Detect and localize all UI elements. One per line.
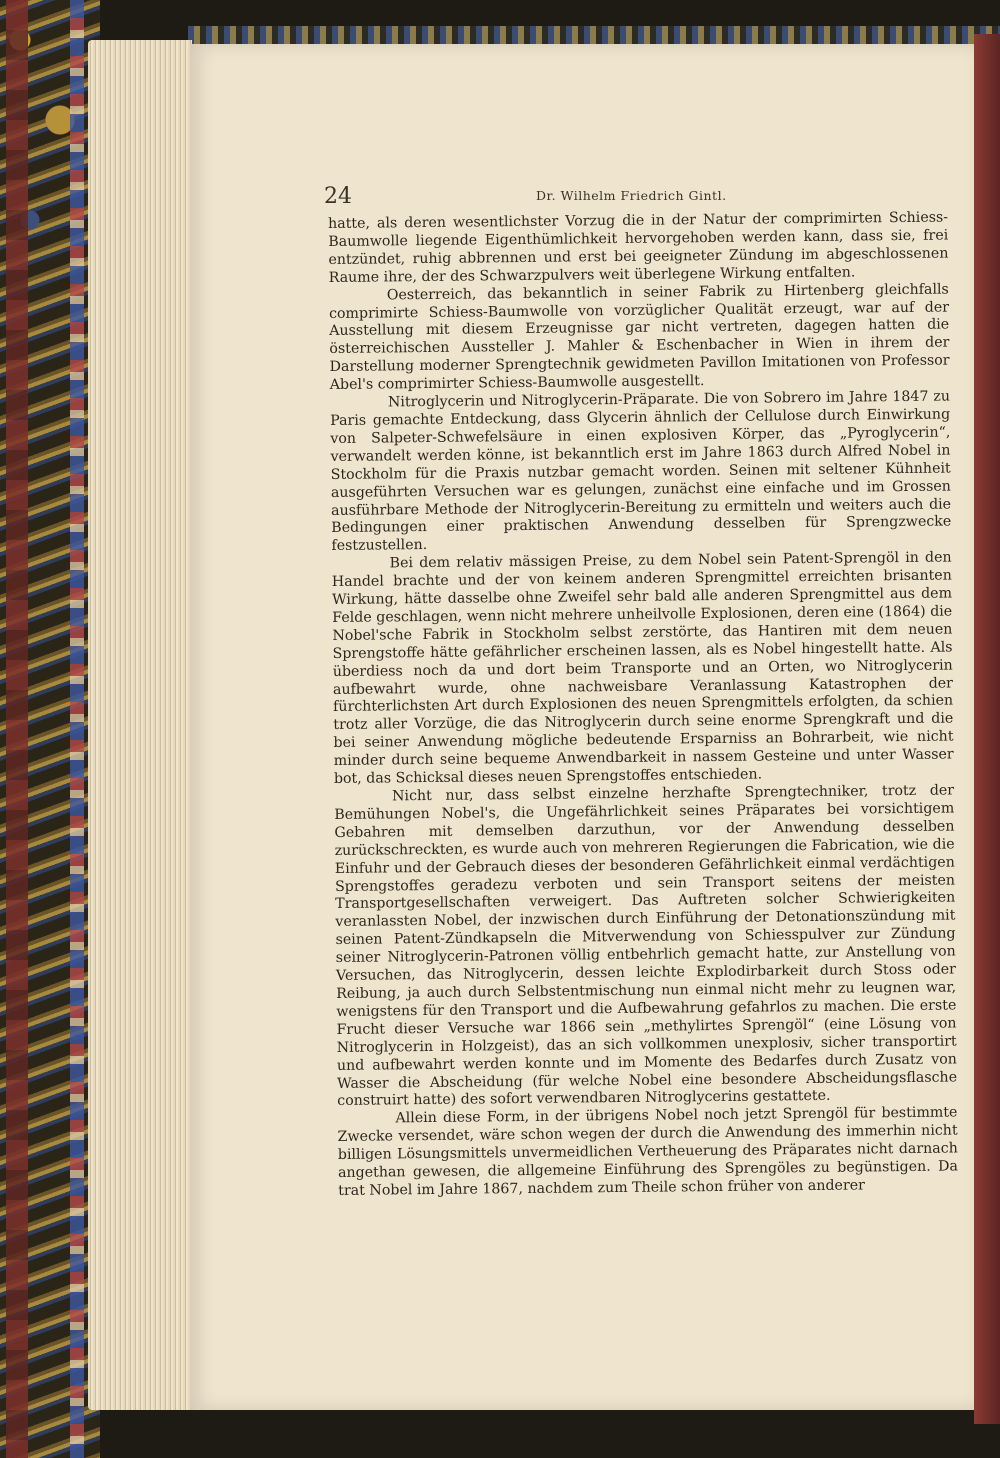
paragraph: Oesterreich, das bekanntlich in seiner Fabrik zu Hirtenberg gleichfalls comprimirte Schiess-Baumwolle von vorzüglicher Qualität erzeugt, war auf der Ausstellung mit diesem Erzeugnisse gar nicht vertreten, dagegen hatten die österreichischen Aussteller J. Mahler & Eschenbacher in Wien in ihrem der Darstellung moderner Sprengtechnik gewidmeten Pavillon Imitationen von Professor Abel's comprimirter Schiess-Baumwolle ausgestellt. <box>328 281 950 394</box>
paragraph: hatte, als deren wesentlichster Vorzug die in der Natur der comprimirten Schiess-Baumwolle liegende Eigenthümlichkeit hervorgehoben werden kann, dass sie, frei entzündet, ruhig abbrennen und erst bei geeigneter Zündung im abgeschlossenen Raume ihre, der des Schwarzpulvers weit überlegene Wirkung entfalten. <box>328 209 949 286</box>
book-top-edge <box>188 26 1000 44</box>
marbled-endpaper-edge <box>70 0 84 1458</box>
paragraph: Nitroglycerin und Nitroglycerin-Präparate. Die von Sobrero im Jahre 1847 zu Paris gemachte Entdeckung, dass Glycerin ähnlich der Cellulose durch Einwirkung von Salpeter-Schwefelsäure in einen explosiven Körper, das „Pyroglycerin“, verwandelt werden könne, ist bekanntlich erst im Jahre 1863 durch Alfred Nobel in Stockholm für die Praxis nutzbar gemacht worden. Seinen mit seltener Kühnheit ausgeführten Versuchen war es gelungen, zunächst eine einfache und im Grossen ausführbare Methode der Nitroglycerin-Bereitung zu ermitteln und weiters auch die Bedingungen einer praktischen Anwendung desselben für Sprengzwecke festzustellen. <box>330 388 952 555</box>
body-text <box>328 210 958 1201</box>
page-number: 24 <box>324 184 352 209</box>
paragraph: Allein diese Form, in der übrigens Nobel noch jetzt Sprengöl für bestimmte Zwecke versendet, wäre schon wegen der durch die Anwendung des immerhin nicht billigen Lösungsmittels unvermeidlichen Vertheuerung des Präparates nicht darnach angethan gewesen, die allgemeine Einführung des Sprengöles zu begünstigen. Da trat Nobel im Jahre 1867, nachdem zum Theile schon früher von anderer <box>337 1104 959 1199</box>
page-stack-edges <box>88 40 192 1410</box>
running-head: Dr. Wilhelm Friedrich Gintl. <box>536 188 727 203</box>
book-right-edge <box>974 34 1000 1424</box>
paragraph: Bei dem relativ mässigen Preise, zu dem Nobel sein Patent-Sprengöl in den Handel brachte und der von keinem anderen Sprengmittel erreichten brisanten Wirkung, hätte dasselbe ohne Zweifel sehr bald alle anderen Sprengmittel aus dem Felde geschlagen, wenn nicht mehrere unheilvolle Explosionen, deren eine (1864) die Nobel'sche Fabrik in Stockholm selbst zerstörte, das Hantiren mit dem neuen Sprengstoffe hätte gefährlicher erscheinen lassen, als es Nobel hingestellt hatte. Als überdiess noch da und dort beim Transporte und an Orten, wo Nitroglycerin aufbewahrt wurde, ohne nachweisbare Veranlassung Katastrophen der fürchterlichsten Art durch Explosionen des neuen Sprengmittels erfolgten, da schien trotz aller Vorzüge, die das Nitroglycerin durch seine enorme Sprengkraft und die bei seiner Anwendung mögliche bedeutende Ersparniss an Bohrarbeit, wie nicht minder durch seine bequeme Anwendbarkeit in nassem Gesteine und unter Wasser bot, das Schicksal dieses neuen Sprengstoffes entschieden. <box>331 549 954 788</box>
paragraph: Nicht nur, dass selbst einzelne herzhafte Sprengtechniker, trotz der Bemühungen Nobel's, die Ungefährlichkeit seines Präparates bei vorsichtigem Gebahren mit demselben darzuthun, vor der Anwendung desselben zurückschreckten, es wurde auch von mehreren Regierungen die Fabrication, wie die Einfuhr und der Gebrauch dieses der besonderen Gefährlichkeit einmal verdächtigen Sprengstoffes geradezu verboten und sein Transport seitens der meisten Transportgesellschaften verweigert. Das Auftreten solcher Schwierigkeiten veranlassten Nobel, der inzwischen durch Einführung der Detonationszündung mit seinen Patent-Zündkapseln die Mitverwendung von Schiesspulver zur Zündung seiner Nitroglycerin-Patronen völlig entbehrlich gemacht hatte, zur Anstellung von Versuchen, das Nitroglycerin, dessen leichte Explodirbarkeit durch Stoss oder Reibung, ja auch durch Selbstentmischung nun einmal nicht mehr zu leugnen war, wenigstens für den Transport und die Aufbewahrung gefahrlos zu machen. Die erste Frucht dieser Versuche war 1866 sein „methylirtes Sprengöl“ (eine Lösung von Nitroglycerin in Holzgeist), das an sich vollkommen unexplosiv, sicher transportirt und aufbewahrt werden konnte und im Momente des Bedarfes durch Zusatz von Wasser die Abscheidung (für welche Nobel eine besondere Abscheidungsflasche construirt hatte) des sofort verwendbaren Nitroglycerins gestattete. <box>334 782 958 1110</box>
book-page <box>190 44 974 1410</box>
book-cover-spine-edge <box>6 0 28 1458</box>
